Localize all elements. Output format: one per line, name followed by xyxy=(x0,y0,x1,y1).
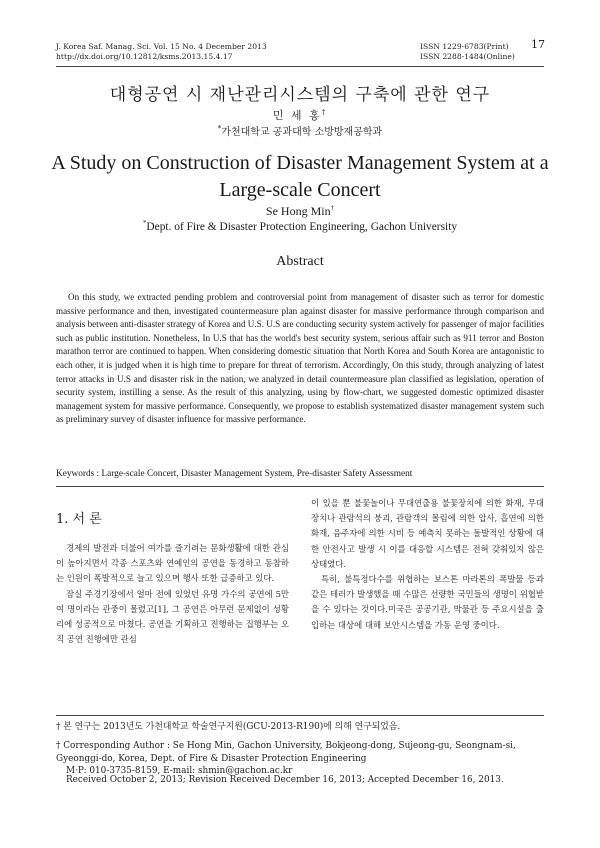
doi-link[interactable]: http://dx.doi.org/10.12812/ksms.2013.15.4.17 xyxy=(56,52,233,61)
title-english-line2: Large-scale Concert xyxy=(219,179,381,201)
affiliation-korean-text: 가천대학교 공과대학 소방방재공학과 xyxy=(221,127,383,138)
author-korean-name: 민 세 홍 xyxy=(272,109,322,122)
paragraph: 특히, 불특정다수를 위협하는 보스톤 마라톤의 폭발물 등과 같은 테러가 발생했을 때 수많은 선량한 국민들의 생명이 위협받을 수 있다는 것이다.미국은 공공기관, 박물관 등 주요시설을 출입하는 대상에 대해 보안시스템을 가동 운영 중이다. xyxy=(311,574,544,630)
affiliation-english-text: Dept. of Fire & Disaster Protection Engineering, Gachon University xyxy=(146,221,458,233)
contact-info: M·P: 010-3735-8159, E-mail: shmin@gachon.ac.kr xyxy=(66,766,293,777)
paragraph: 잠실 주경기장에서 얼마 전에 있었던 유명 가수의 공연에 5만여 명이라는 관중이 몰렸고[1], 그 공연은 아무런 문제없이 성황리에 성공적으로 마쳤다. 공연을 기획하고 진행하는 집행부는 오직 공연 진행에만 관심 xyxy=(56,588,289,645)
section-heading-introduction: 1. 서 론 xyxy=(56,512,102,527)
footnote-funding: † 본 연구는 2013년도 가천대학교 학술연구지원(GCU-2013-R190)에 의해 연구되었음. xyxy=(56,722,401,732)
body-column-right xyxy=(311,496,544,633)
body-column-left xyxy=(56,541,289,647)
issn-print: ISSN 1229-6783(Print) xyxy=(420,42,509,51)
received-dates: Received October 2, 2013; Revision Received December 16, 2013; Accepted December 16, 2013. xyxy=(66,775,504,785)
affiliation-korean-mark: * xyxy=(217,124,222,133)
running-header-left xyxy=(56,42,267,62)
author-korean xyxy=(0,107,600,123)
page-number: 17 xyxy=(531,38,545,51)
abstract-rule xyxy=(56,486,544,487)
paragraph: 경제의 발전과 더불어 여가를 즐기려는 문화생활에 대한 관심이 높아지면서 각종 스포츠와 연예인의 공연을 동경하고 동참하는 인원이 폭발적으로 늘고 있으며 행사 또한 급증하고 있다. xyxy=(56,543,289,584)
header-rule xyxy=(56,66,544,67)
author-korean-mark: † xyxy=(321,108,328,117)
footnote-rule xyxy=(56,715,544,716)
keywords: Keywords : Large-scale Concert, Disaster Management System, Pre-disaster Safety Assessment xyxy=(56,469,413,479)
affiliation-english xyxy=(0,221,600,233)
title-korean: 대형공연 시 재난관리시스템의 구축에 관한 연구 xyxy=(109,85,491,105)
affiliation-korean xyxy=(0,123,600,138)
title-english xyxy=(0,150,600,204)
title-english-line1: A Study on Construction of Disaster Management System at a xyxy=(51,152,549,174)
paragraph: 이 있을 뿐 불꽃놀이나 무대연출용 불꽃장치에 의한 화재, 무대장치나 관람석의 붕괴, 관람객의 몰림에 의한 압사, 흡연에 의한 화재, 음주자에 의한 시비 등 예측치 못하는 돌발적인 상황에 대한 안전사고 발생 시 이를 대응할 시스템은 전혀 갖춰있지 않은 상태였다. xyxy=(311,498,544,569)
running-header-right xyxy=(420,42,515,62)
author-english-mark: † xyxy=(330,204,335,212)
abstract-heading: Abstract xyxy=(276,254,324,269)
author-english-name: Se Hong Min xyxy=(265,204,331,218)
journal-citation: J. Korea Saf. Manag. Sci. Vol. 15 No. 4 December 2013 xyxy=(56,42,267,51)
issn-online: ISSN 2288-1484(Online) xyxy=(420,52,515,61)
corresponding-author-text: † Corresponding Author : Se Hong Min, Gachon University, Bokjeong-dong, Sujeong-gu, Seongnam-si, Gyeonggi-do, Korea, Dept. of Fire & Disaster Protection Engineering xyxy=(56,741,516,764)
author-english xyxy=(0,204,600,219)
affiliation-english-mark: * xyxy=(142,219,147,228)
footnote-corresponding-author xyxy=(56,740,544,778)
abstract-body: On this study, we extracted pending problem and controversial point from management of disaster such as terror for domestic massive performance and then, investigated countermeasure plan against disaster for massive performance through comparison and analysis between anti-disaster strategy of Korea and U.S. U.S are conducting security system actively for passenger of major facilities such as public institution. Nonetheless, In U.S that has the world's best security system, serious affair such as 911 terror and Boston marathon terror are continued to happen. When considering domestic situation that North Korea and South Korea are antagonistic to each other, it is judged when it is high time to prepare for threat of terrorism. Accordingly, On this study, through analyzing of latest terror attacks in U.S and disaster risk in the nation, we analyzed in detail countermeasure plan classified as legislation, operation of security system, instilling a sense. As the result of this analyzing, using by flow-chart, we suggested domestic optimized disaster management system for massive performance. Consequently, we propose to establish systematized disaster management system such as preliminary survey of disaster influence for massive performance. xyxy=(56,292,544,425)
